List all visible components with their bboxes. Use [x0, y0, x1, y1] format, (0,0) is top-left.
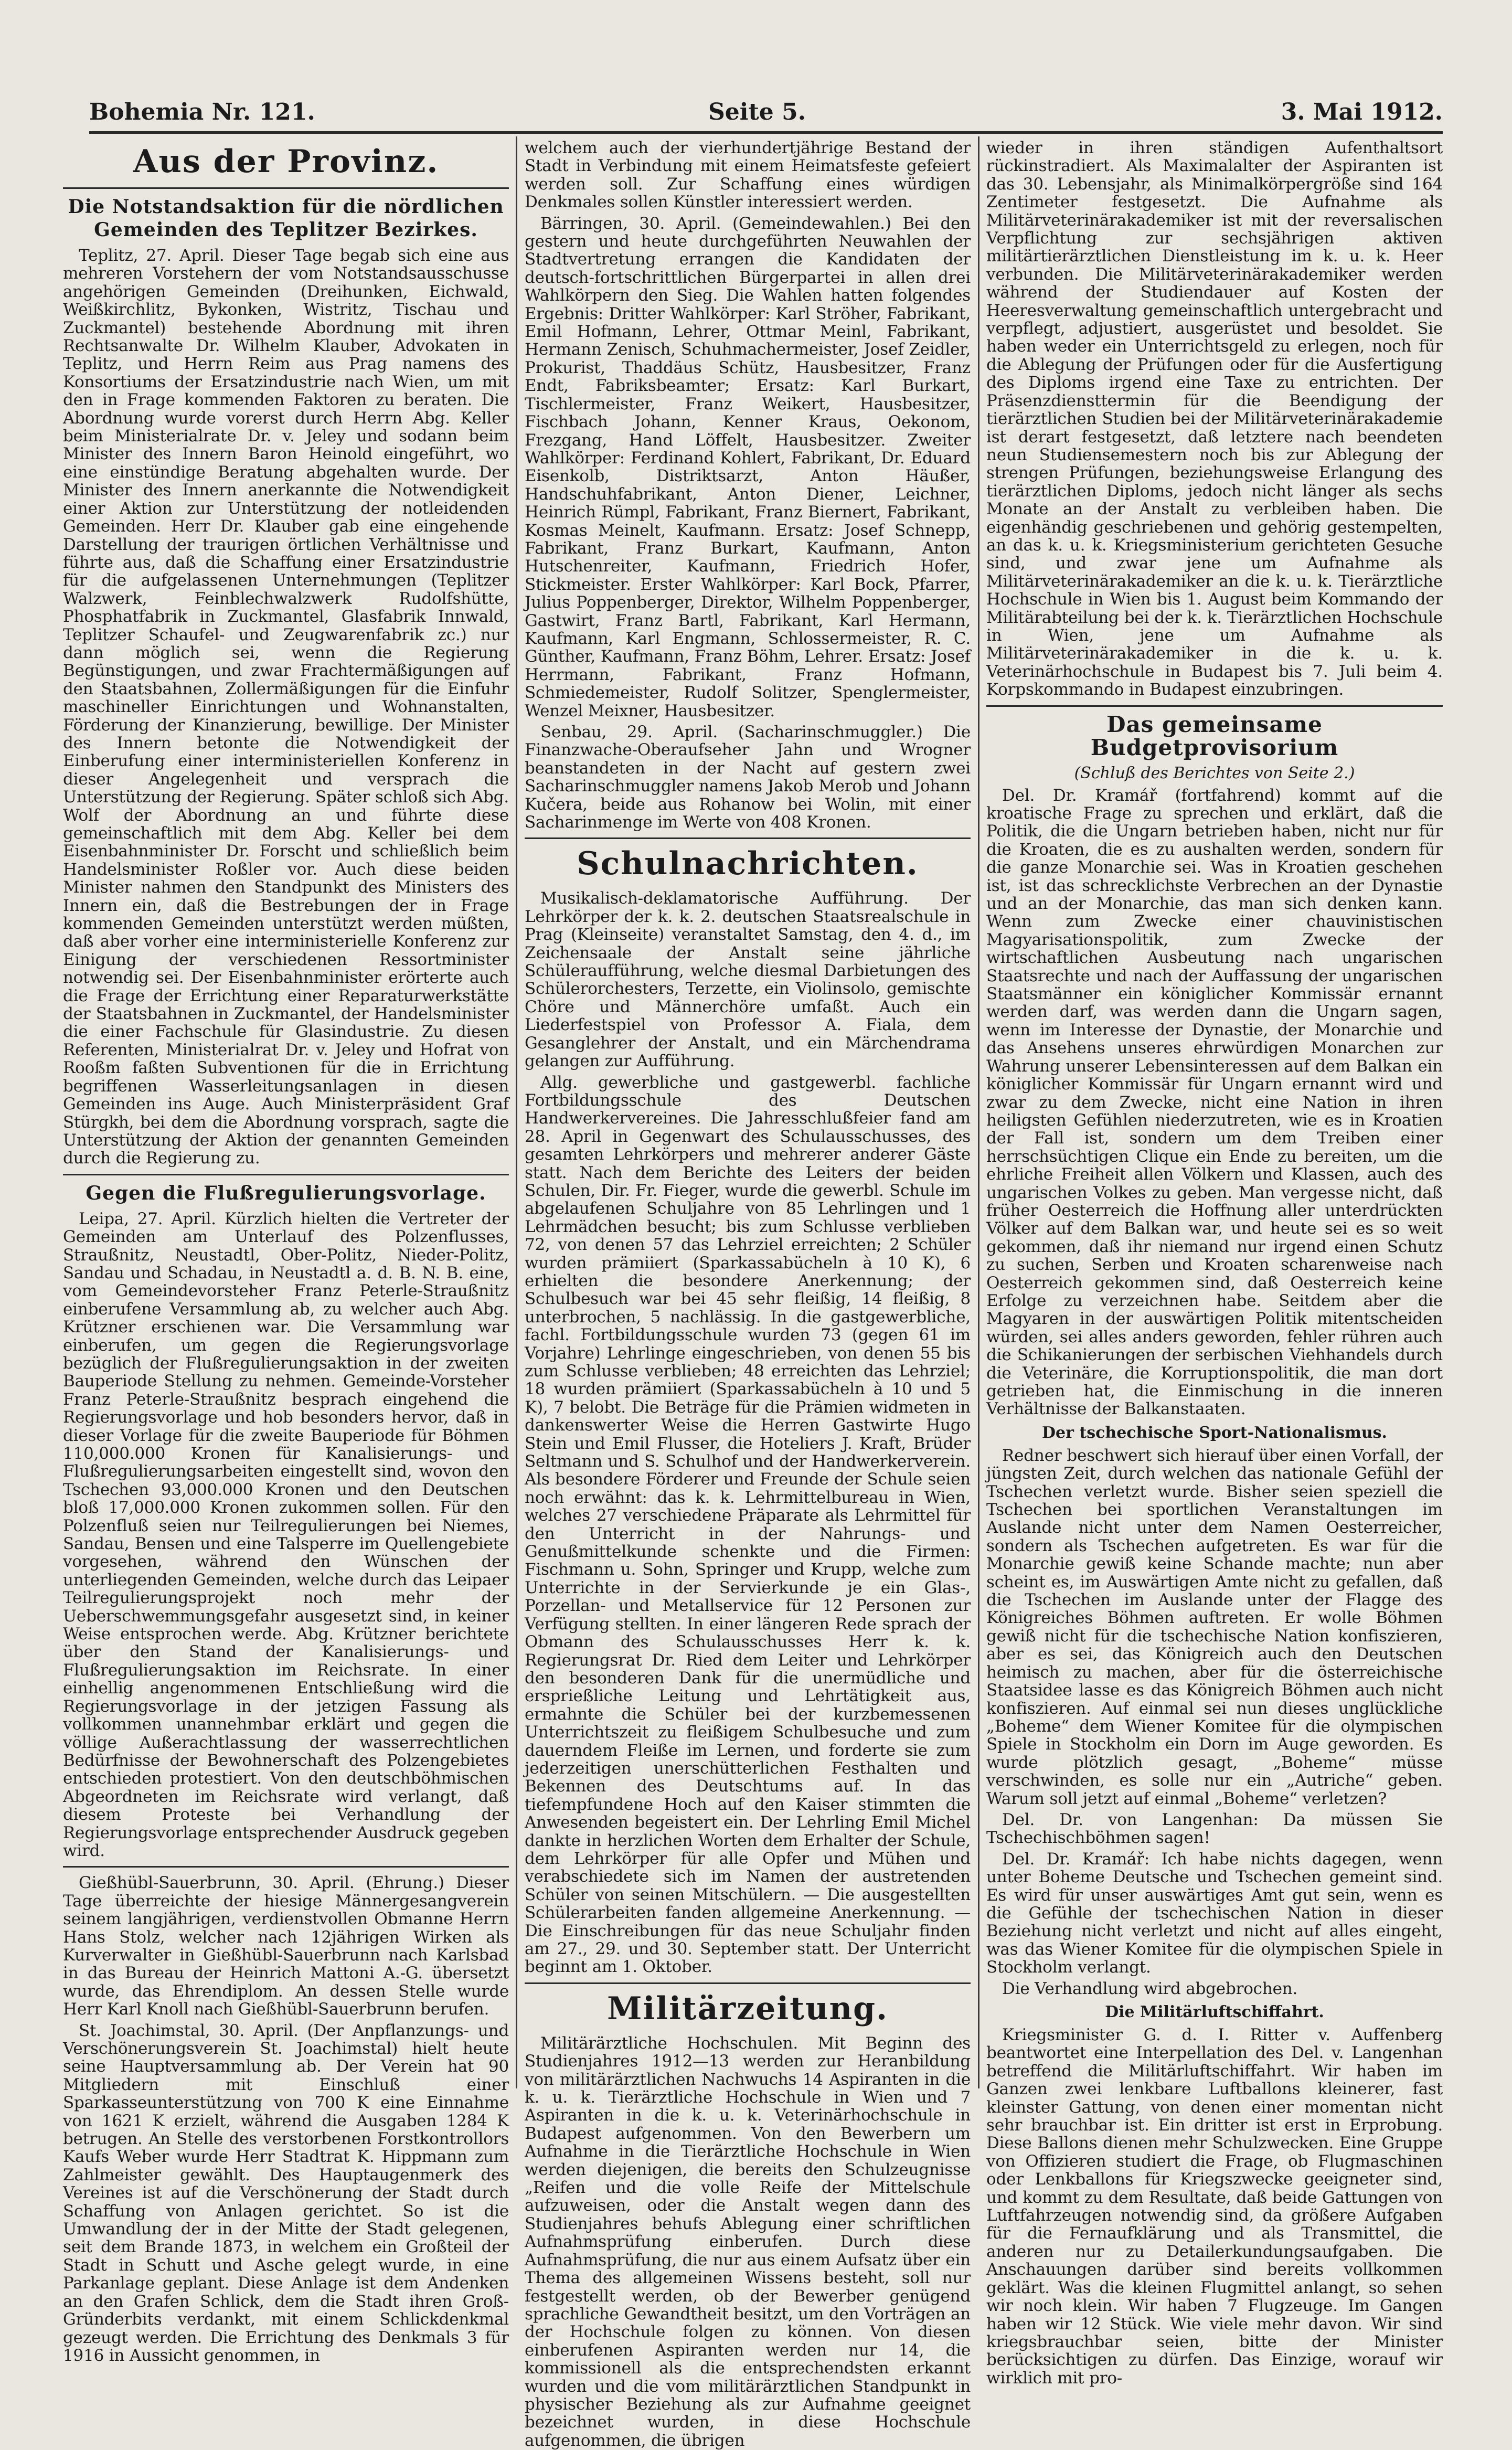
- article-paragraph: Musikalisch-deklamatorische Aufführung. Der Lehrkörper der k. k. 2. deutschen Staatsrealschule in Prag (Kleinseite) veranstaltet Samstag, den 4. d., im Zeichensaale der Anstalt seine jährliche Schüleraufführung, welche diesmal Darbietungen des Schülerorchesters, Terzette, ein Violinsolo, gemischte Chöre und Männerchöre umfaßt. Auch ein Liederfestspiel von Professor A. Fiala, dem Gesanglehrer der Anstalt, und ein Märchendrama gelangen zur Aufführung.: [525, 889, 971, 1071]
- article-paragraph: Gießhübl-Sauerbrunn, 30. April. (Ehrung.) Dieser Tage überreichte der hiesige Männergesangverein seinem langjährigen, verdienstvollen Obmanne Herrn Hans Stolz, welcher nach 12jährigen Wirken als Kurverwalter in Gießhübl-Sauerbrunn nach Karlsbad in das Bureau der Heinrich Mattoni A.-G. übersetzt wurde, das Ehrendiplom. An dessen Stelle wurde Herr Karl Knoll nach Gießhübl-Sauerbrunn berufen.: [63, 1873, 509, 2019]
- article-rule: [63, 1174, 509, 1175]
- column-2: [525, 139, 971, 2450]
- article-paragraph: Del. Dr. von Langenhan: Da müssen Sie Tschechischböhmen sagen!: [986, 1810, 1443, 1848]
- column-divider: [978, 136, 979, 2088]
- article-paragraph: Kriegsminister G. d. I. Ritter v. Auffenberg beantwortet eine Interpellation des Del. v. Langenhan betreffend die Militärluftschiffahrt. Wir haben im Ganzen zwei lenkbare Luftballons kleinerer, fast kleinster Gattung, von denen einer momentan nicht sehr brauchbar ist. Ein dritter ist erst in Erprobung. Diese Ballons dienen mehr Schulzwecken. Eine Gruppe von Offizieren studiert die Frage, ob Flugmaschinen oder Lenkballons für Kriegszwecke geeigneter sind, und kommt zu dem Resultate, daß beide Gattungen von Luftfahrzeugen notwendig sind, da größere Aufgaben für die Fernaufklärung und als Transmittel, die anderen nur zu Detailerkundungsaufgaben. Die Anschauungen darüber sind bereits vollkommen geklärt. Was die kleinen Flugmittel anlangt, so sehen wir noch klein. Wir haben 7 Flugzeuge. Im Gangen haben wir 12 Stück. Wie viele mehr davon. Wir sind kriegsbrauchbar seien, bitte der Minister berücksichtigen zu dürfen. Das Einzige, worauf wir wirklich mit pro-: [986, 2025, 1443, 2388]
- section-title-provinz: Aus der Provinz.: [133, 143, 439, 180]
- article-paragraph: Militärärztliche Hochschulen. Mit Beginn des Studienjahres 1912—13 werden zur Heranbildung von militärärztlichen Nachwuchs 14 Aspiranten in die k. u. k. Tierärztliche Hochschule in Wien und 7 Aspiranten in die k. u. k. Veterinärhochschule in Budapest aufgenommen. Von den Bewerbern um Aufnahme in die Tierärztliche Hochschule in Wien werden diejenigen, die bereits den Schulzeugnisse „Reifen und die volle Reife der Mittelschule aufzuweisen, oder die Anstalt wegen dann des Studienjahres behufs Ablegung einer schriftlichen Aufnahmsprüfung einberufen. Durch diese Aufnahmsprüfung, die nur aus einem Aufsatz über ein Thema des allgemeinen Wissens besteht, soll nur festgestellt werden, ob der Bewerber genügend sprachliche Gewandtheit besitzt, um den Vorträgen an der Hochschule folgen zu können. Von diesen einberufenen Aspiranten werden nur 14, die kommissionell als die entsprechendsten erkannt wurden und die vom militärärztlichen Standpunkt in physischer Beziehung als zur Aufnahme geeignet bezeichnet wurden, in diese Hochschule aufgenommen, die übrigen: [525, 2033, 971, 2450]
- budget-lead: (Schluß des Berichtes von Seite 2.): [1074, 763, 1355, 782]
- article-paragraph: Die Verhandlung wird abgebrochen.: [1002, 1979, 1298, 1998]
- article-paragraph: St. Joachimstal, 30. April. (Der Anpflanzungs- und Verschönerungsverein St. Joachimstal) hielt heute seine Hauptversammlung ab. Der Verein hat 90 Mitgliedern mit Einschluß einer Sparkasseunterstützung von 700 K eine Einnahme von 1621 K erzielt, während die Ausgaben 1284 K betrugen. An Stelle des verstorbenen Forstkontrollors Kaufs Weber wurde Herr Stadtrat K. Hippmann zum Zahlmeister gewählt. Des Hauptaugenmerk des Vereines ist auf die Verschönerung der Stadt durch Schaffung von Anlagen gerichtet. So ist die Umwandlung der in der Mitte der Stadt gelegenen, seit dem Brande 1873, in welchem ein Großteil der Stadt in Schutt und Asche gelegt wurde, in eine Parkanlage geplant. Diese Anlage ist dem Andenken an den Grafen Schlick, dem die Stadt ihren Groß-Gründerbits verdankt, mit einem Schlickdenkmal gezeugt werden. Die Errichtung des Denkmals 3 für 1916 in Aussicht genommen, in: [63, 2021, 509, 2365]
- article-headline: Gegen die Flußregulierungsvorlage.: [86, 1182, 486, 1204]
- article-headline: Die Notstandsaktion für die nördlichen Gemeinden des Teplitzer Bezirkes.: [68, 196, 504, 241]
- section-title-budget: Das gemeinsame Budgetprovisorium: [1090, 711, 1339, 760]
- section-rule: [986, 705, 1443, 707]
- article-paragraph: Leipa, 27. April. Kürzlich hielten die Vertreter der Gemeinden am Unterlauf des Polzenflusses, Straußnitz, Neustadtl, Ober-Politz, Nieder-Politz, Sandau und Schadau, in Neustadtl a. d. B. N. B. eine, vom Gemeindevorsteher Franz Peterle-Straußnitz einberufene Versammlung ab, zu welcher auch Abg. Krützner erschienen war. Die Versammlung war einberufen, um gegen die Regierungsvorlage bezüglich der Flußregulierungsaktion in der zweiten Bauperiode Stellung zu nehmen. Gemeinde-Vorsteher Franz Peterle-Straußnitz besprach eingehend die Regierungsvorlage und hob besonders hervor, daß in dieser Vorlage für die zweite Bauperiode für Böhmen 110,000.000 Kronen für Kanalisierungs- und Flußregulierungsarbeiten eingestellt sind, wovon den Tschechen 93,000.000 Kronen und den Deutschen bloß 17,000.000 Kronen zukommen sollen. Für den Polzenfluß seien nur Teilregulierungen bei Niemes, Sandau, Bensen und eine Talsperre im Quellengebiete vorgesehen, während den Wünschen der unterliegenden Gemeinden, welche durch das Leipaer Teilregulierungsprojekt noch mehr der Ueberschwemmungsgefahr ausgesetzt sind, in keiner Weise entsprochen werde. Abg. Krützner berichtete über den Stand der Kanalisierungs- und Flußregulierungsaktion im Reichsrate. In einer einhellig angenommenen Entschließung wird die Regierungsvorlage in der jetzigen Fassung als vollkommen unannehmbar erklärt und gegen die völlige Außerachtlassung der wasserrechtlichen Bedürfnisse der Bewohnerschaft des Polzengebietes entschieden protestiert. Von den deutschböhmischen Abgeordneten im Reichsrate wird verlangt, daß diesem Proteste bei Verhandlung der Regierungsvorlage entsprechender Ausdruck gegeben wird.: [63, 1209, 509, 1860]
- article-paragraph: Senbau, 29. April. (Sacharinschmuggler.) Die Finanzwache-Oberaufseher Jahn und Wrogner beanstandeten in der Nacht auf gestern zwei Sacharinschmuggler namens Jakob Merob und Johann Kučera, beide aus Rohanow bei Wolin, mit einer Sacharinmenge im Werte von 408 Kronen.: [525, 723, 971, 832]
- article-paragraph: Allg. gewerbliche und gastgewerbl. fachliche Fortbildungsschule des Deutschen Handwerkervereines. Die Jahresschlußfeier fand am 28. April in Gegenwart des Schulausschusses, des gesamten Lehrkörpers und mehrerer anderer Gäste statt. Nach dem Berichte des Leiters der beiden Schulen, Dir. Fr. Fieger, wurde die gewerbl. Schule im abgelaufenen Schuljahre von 85 Lehrlingen und 1 Lehrmädchen besucht; bis zum Schlusse verblieben 72, von denen 57 das Lehrziel erreichten; 2 Schüler wurden prämiiert (Sparkassabücheln à 10 K), 6 erhielten die besondere Anerkennung; der Schulbesuch war bei 45 sehr fleißig, 14 fleißig, 8 unterbrochen, 5 nachlässig. In die gastgewerbliche, fachl. Fortbildungsschule wurden 73 (gegen 61 im Vorjahre) Lehrlinge eingeschrieben, von denen 55 bis zum Schlusse verblieben; 48 erreichten das Lehrziel; 18 wurden prämiiert (Sparkassabücheln à 10 und 5 K), 7 belobt. Die Beträge für die Prämien widmeten in dankenswerter Weise die Herren Gastwirte Hugo Stein und Emil Flusser, die Hoteliers J. Kraft, Brüder Seltmann und S. Schulhof und der Handwerkerverein. Als besondere Förderer und Freunde der Schule seien noch erwähnt: das k. k. Lehrmittelbureau in Wien, welches 27 verschiedene Präparate als Lehrmittel für den Unterricht in der Nahrungs- und Genußmittelkunde schenkte und die Firmen: Fischmann u. Sohn, Springer und Krupp, welche zum Unterrichte in der Servierkunde je ein Glas-, Porzellan- und Metallservice für 12 Personen zur Verfügung stellten. In einer längeren Rede sprach der Obmann des Schulausschusses Herr k. k. Regierungsrat Dr. Ried dem Leiter und Lehrkörper den besonderen Dank für die unermüdliche und ersprießliche Leitung und Lehrtätigkeit aus, ermahnte die Schüler bei der kurzbemessenen Unterrichtszeit zu fleißigem Schulbesuche und zum dauerndem Fleiße im Lernen, und forderte sie zum jederzeitigen unerschütterlichen Festhalten und Bekennen des Deutschtums auf. In das tiefempfundene Hoch auf den Kaiser stimmten die Anwesenden begeistert ein. Der Lehrling Emil Michel dankte in herzlichen Worten dem Erhalter der Schule, dem Lehrkörper für alle Opfer und Mühen und verabschiedete sich im Namen der austretenden Schüler von seinen Mitschülern. — Die ausgestellten Schülerarbeiten fanden allgemeine Anerkennung. — Die Einschreibungen für das neue Schuljahr finden am 27., 29. und 30. September statt. Der Unterricht beginnt am 1. Oktober.: [525, 1073, 971, 1977]
- header-rule: [89, 131, 1443, 134]
- section-title-military: Militärzeitung.: [607, 1990, 888, 2027]
- article-paragraph: Bärringen, 30. April. (Gemeindewahlen.) Bei den gestern und heute durchgeführten Neuwahlen der Stadtvertretung errangen die Kandidaten der deutsch-fortschrittlichen Bürgerpartei in allen drei Wahlkörpern den Sieg. Die Wahlen hatten folgendes Ergebnis: Dritter Wahlkörper: Karl Ströher, Fabrikant, Emil Hofmann, Lehrer, Ottmar Meinl, Fabrikant, Hermann Zenisch, Schuhmachermeister, Josef Zeidler, Prokurist, Thaddäus Schütz, Hausbesitzer, Franz Endt, Fabriksbeamter; Ersatz: Karl Burkart, Tischlermeister, Franz Weikert, Hausbesitzer, Fischbach Johann, Kenner Kraus, Oekonom, Frezgang, Hand Löffelt, Hausbesitzer. Zweiter Wahlkörper: Ferdinand Kohlert, Fabrikant, Dr. Eduard Eisenkolb, Distriktsarzt, Anton Häußer, Handschuhfabrikant, Anton Diener, Leichner, Heinrich Rümpl, Fabrikant, Franz Biernert, Fabrikant, Kosmas Meinelt, Kaufmann. Ersatz: Josef Schnepp, Fabrikant, Franz Burkart, Kaufmann, Anton Hutschenreiter, Kaufmann, Friedrich Hofer, Stickmeister. Erster Wahlkörper: Karl Bock, Pfarrer, Julius Poppenberger, Direktor, Wilhelm Poppenberger, Gastwirt, Franz Bartl, Fabrikant, Karl Hermann, Kaufmann, Karl Engmann, Schlossermeister, R. C. Günther, Kaufmann, Franz Böhm, Lehrer. Ersatz: Josef Herrmann, Fabrikant, Franz Hofmann, Schmiedemeister, Rudolf Solitzer, Spenglermeister, Wenzel Meixner, Hausbesitzer.: [525, 214, 971, 720]
- column-3: [986, 139, 1443, 2388]
- article-paragraph: Redner beschwert sich hierauf über einen Vorfall, der jüngsten Zeit, durch welchen das nationale Gefühl der Tschechen verletzt wurde. Bisher seien speziell die Tschechen bei sportlichen Veranstaltungen im Auslande nicht unter dem Namen Oesterreicher, sondern als Tschechen aufgetreten. Es war für die Monarchie gewiß keine Schande machte; nun aber scheint es, im Auswärtigen Amte nicht zu gefallen, daß die Tschechen im Auslande unter der Flagge des Königreiches Böhmen auftreten. Er wolle Böhmen gewiß nicht für die tschechische Nation konfiszieren, aber es sei, das Königreich auch den Deutschen heimisch zu machen, aber für die österreichische Staatsidee lasse es das Königreich Böhmen auch nicht konfiszieren. Auf einmal sei nun dieses unglückliche „Boheme“ dem Wiener Komitee für die olympischen Spiele in Stockholm ein Dorn im Auge geworden. Es wurde plötzlich gesagt, „Boheme“ müsse verschwinden, es solle nur ein „Autriche“ geben. Warum soll jetzt auf einmal „Boheme“ verletzen?: [986, 1446, 1443, 1808]
- section-rule: [525, 1982, 971, 1984]
- article-paragraph: welchem auch der vierhundertjährige Bestand der Stadt in Verbindung mit einem Heimatsfeste gefeiert werden soll. Zur Schaffung eines würdigen Denkmales sollen Künstler interessiert werden.: [525, 139, 971, 212]
- section-title-school: Schulnachrichten.: [577, 845, 919, 883]
- issue-date: 3. Mai 1912.: [1281, 99, 1443, 125]
- section-rule: [63, 187, 509, 189]
- issue-label: Bohemia Nr. 121.: [89, 99, 315, 125]
- subhead-air: Die Militärluftschiffahrt.: [1105, 2003, 1324, 2021]
- running-head: [89, 99, 1443, 130]
- subhead-sport: Der tschechische Sport-Nationalismus.: [1042, 1423, 1387, 1442]
- column-1: [63, 139, 509, 2365]
- article-paragraph: Del. Dr. Kramář: Ich habe nichts dagegen, wenn unter Boheme Deutsche und Tschechen gemeint sind. Es wird für unser auswärtiges Amt gut sein, wenn es die Gefühle der tschechischen Nation in dieser Beziehung nicht verletzt und nicht auf alles eingeht, was das Wiener Komitee für die olympischen Spiele in Stockholm verlangt.: [986, 1849, 1443, 1977]
- article-paragraph: Teplitz, 27. April. Dieser Tage begab sich eine aus mehreren Vorstehern der vom Notstandsausschusse angehörigen Gemeinden (Dreihunken, Eichwald, Weißkirchlitz, Bykonken, Wistritz, Tischau und Zuckmantel) bestehende Abordnung mit ihren Rechtsanwalte Dr. Wilhelm Klauber, Advokaten in Teplitz, und Herrn Reim aus Prag namens des Konsortiums der Ersatzindustrie nach Wien, um mit den in Frage kommenden Faktoren zu beraten. Die Abordnung wurde vorerst durch Herrn Abg. Keller beim Ministerialrate Dr. v. Jeley und sodann beim Minister des Innern Baron Heinold eingeführt, wo eine einstündige Beratung abgehalten wurde. Der Minister des Innern anerkannte die Notwendigkeit einer Aktion zur Unterstützung der notleidenden Gemeinden. Herr Dr. Klauber gab eine eingehende Darstellung der traurigen örtlichen Verhältnisse und führte aus, daß die Schaffung einer Ersatzindustrie für die aufgelassenen Unternehmungen (Teplitzer Walzwerk, Feinblechwalzwerk Rudolfshütte, Phosphatfabrik in Zuckmantel, Glasfabrik Innwald, Teplitzer Schaufel- und Zeugwarenfabrik zc.) nur dann möglich sei, wenn die Regierung Begünstigungen, und zwar Frachtermäßigungen auf den Staatsbahnen, Zollermäßigungen für die Einfuhr maschineller Einrichtungen und Wohnanstalten, Förderung der Kinanzierung, bewillige. Der Minister des Innern betonte die Notwendigkeit der Einberufung einer interministeriellen Konferenz in dieser Angelegenheit und versprach die Unterstützung der Regierung. Später schloß sich Abg. Wolf der Abordnung an und führte diese gemeinschaftlich mit dem Abg. Keller bei dem Eisenbahnminister Dr. Forscht und schließlich beim Handelsminister Roßler vor. Auch diese beiden Minister nahmen den Standpunkt des Ministers des Innern ein, daß die Bestrebungen der in Frage kommenden Gemeinden unterstützt werden müßten, daß aber vorher eine interministerielle Konferenz zur Einigung der verschiedenen Ressortminister notwendig sei. Der Eisenbahnminister erörterte auch die Frage der Errichtung einer Reparaturwerkstätte der Staatsbahnen in Zuckmantel, der Handelsminister die einer Fachschule für Glasindustrie. Zu diesen Referenten, Ministerialrat Dr. v. Jeley und Hofrat von Rooßm faßten Subventionen für die in Errichtung begriffenen Wasserleitungsanlagen in diesen Gemeinden ins Auge. Auch Ministerpräsident Graf Stürgkh, bei dem die Abordnung vorsprach, sagte die Unterstützung der Aktion der genannten Gemeinden durch die Regierung zu.: [63, 246, 509, 1168]
- section-rule: [525, 837, 971, 839]
- article-paragraph: Del. Dr. Kramář (fortfahrend) kommt auf die kroatische Frage zu sprechen und erklärt, daß die Politik, die die Ungarn betrieben haben, nicht nur für die Kroaten, die es zu aushalten werden, sondern für die ganze Monarchie sei. Was in Kroatien geschehen ist, ist das schrecklichste Verbrechen an der Dynastie und an der Monarchie, das man sich denken kann. Wenn zum Zwecke einer chauvinistischen Magyarisationspolitik, zum Zwecke der wirtschaftlichen Ausbeutung nach ungarischen Staatsrechte und nach der Auffassung der ungarischen Staatsmänner ein königlicher Kommissär ernannt werden darf, was werden dann die Ungarn sagen, wenn im Interesse der Dynastie, der Monarchie und das Ansehens unseres ehrwürdigen Monarchen zur Wahrung unserer Lebensinteressen auf dem Balkan ein königlicher Kommissär für Ungarn ernannt wird und zwar zu dem Zwecke, nicht eine Nation in ihren heiligsten Gefühlen niederzutreten, wie es in Kroatien der Fall ist, sondern um dem Treiben einer herrschsüchtigen Clique ein Ende zu bereiten, um die ehrliche Freiheit allen Völkern und Klassen, auch des ungarischen Volkes zu geben. Man vergesse nicht, daß früher Oesterreich die Hoffnung aller unterdrückten Völker auf dem Balkan war, und heute sei es so weit gekommen, daß ihr niemand nur irgend einen Schutz zu suchen, Serben und Kroaten scharenweise nach Oesterreich gekommen sind, daß Oesterreich keine Erfolge zu verzeichnen habe. Seitdem aber die Magyaren in der auswärtigen Politik mitentscheiden würden, sei alles anders geworden, fehler rühren auch die Schikanierungen der serbischen Viehhandels durch die Veterinäre, die Korruptionspolitik, die man dort getrieben hat, die Einmischung in die inneren Verhältnisse der Balkanstaaten.: [986, 786, 1443, 1419]
- column-divider: [516, 136, 517, 2088]
- article-rule: [63, 1866, 509, 1868]
- page-number: Seite 5.: [708, 99, 806, 125]
- article-paragraph: wieder in ihren ständigen Aufenthaltsort rückinstradiert. Als Maximalalter der Aspiranten ist das 30. Lebensjahr, als Minimalkörpergröße sind 164 Zentimeter festgesetzt. Die Aufnahme als Militärveterinärakademiker ist mit der reversalischen Verpflichtung zur sechsjährigen aktiven militärtierärztlichen Dienstleistung im k. u. k. Heer verbunden. Die Militärveterinärakademiker werden während der Studiendauer auf Kosten der Heeresverwaltung gemeinschaftlich untergebracht und verpflegt, adjustiert, ausgerüstet und besoldet. Sie haben weder ein Unterrichtsgeld zu erlegen, noch für die Ablegung der Prüfungen oder für die Ausfertigung des Diploms irgend eine Taxe zu entrichten. Der Präsenzdiensttermin für die Beendigung der tierärztlichen Studien bei der Militärveterinärakademie ist derart festgesetzt, daß letztere nach beendeten neun Studiensemestern noch bis zur Ablegung der strengen Prüfungen, beziehungsweise Erlangung des tierärztlichen Diploms, jedoch nicht länger als sechs Monate an der Anstalt zu verbleiben haben. Die eigenhändig geschriebenen und gehörig gestempelten, an das k. u. k. Kriegsministerium gerichteten Gesuche sind, und zwar jene um Aufnahme als Militärveterinärakademiker an die k. u. k. Tierärztliche Hochschule in Wien bis 1. August beim Kommando der Militärabteilung bei der k. k. Tierärztlichen Hochschule in Wien, jene um Aufnahme als Militärveterinärakademiker in die k. u. k. Veterinärhochschule in Budapest bis 7. Juli beim 4. Korpskommando in Budapest einzubringen.: [986, 139, 1443, 699]
